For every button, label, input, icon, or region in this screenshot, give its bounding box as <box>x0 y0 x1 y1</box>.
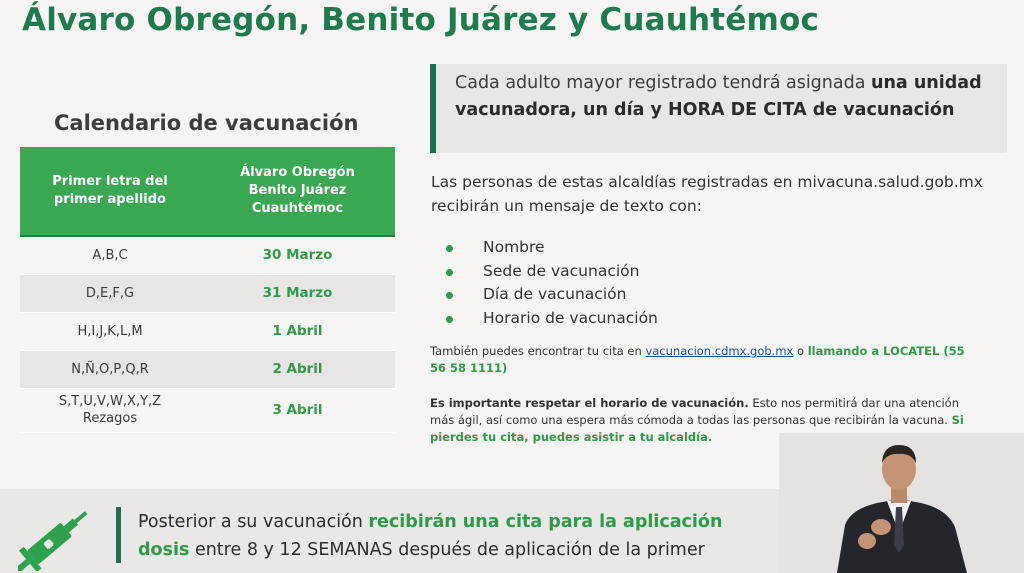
col-header-alcaldias <box>200 147 395 236</box>
list-item <box>446 307 658 331</box>
letters-cell: D,E,F,G <box>20 274 200 312</box>
table-row <box>20 236 395 274</box>
appointment-highlight-box <box>430 64 1007 153</box>
table-row <box>20 312 395 350</box>
syringe-icon <box>18 499 98 571</box>
cita-text: También puedes encontrar tu cita en <box>430 344 646 358</box>
highlight-bold-text: una unidad vacunadora, un día y HORA DE CITA de vacunación <box>455 73 982 120</box>
list-item <box>446 260 658 284</box>
list-item-text: Día de vacunación <box>483 285 627 303</box>
page-title: Álvaro Obregón, Benito Juárez y Cuauhtémoc <box>22 2 820 38</box>
list-item <box>446 236 658 260</box>
vaccination-calendar-table <box>20 147 395 433</box>
cita-mid-text: o <box>793 344 808 358</box>
list-item-text: Sede de vacunación <box>483 261 640 280</box>
second-dose-notice <box>138 508 778 564</box>
interpreter-figure-image <box>779 433 1024 573</box>
col-header-letter <box>20 147 200 236</box>
footer-line1-green: recibirán una cita para la aplicación <box>368 512 723 532</box>
importance-text: Esto nos permitirá dar una atención más ágil, así como una espera más cómoda a todas las personas que recibirán la vacuna. <box>430 396 959 427</box>
bullet-dot-icon <box>446 316 453 323</box>
letters-cell: N,Ñ,O,P,Q,R <box>20 350 200 388</box>
footer-line2-green: dosis <box>138 540 190 560</box>
letters-text: S,T,U,V,W,X,Y,Z <box>58 394 162 409</box>
footer-accent-bar <box>116 507 121 563</box>
find-appointment-paragraph <box>430 343 970 377</box>
date-cell: 30 Marzo <box>200 236 395 274</box>
sign-language-interpreter-video <box>779 433 1024 573</box>
missed-appointment-text: Si pierdes tu cita, puedes asistir a tu alcaldía. <box>430 413 964 444</box>
locatel-text: llamando a LOCATEL (55 56 58 1111) <box>430 344 965 375</box>
letters-text-2: Rezagos <box>82 411 138 426</box>
highlight-text: Cada adulto mayor registrado tendrá asignada <box>455 73 872 93</box>
calendar-heading: Calendario de vacunación <box>54 111 359 135</box>
bullet-dot-icon <box>446 292 453 299</box>
vacunacion-cdmx-link[interactable]: vacunacion.cdmx.gob.mx <box>645 344 794 358</box>
col-header-letter-text: Primer letra del primer apellido <box>52 174 168 207</box>
bullet-dot-icon <box>446 245 453 252</box>
table-row <box>20 388 395 432</box>
message-contents-list <box>446 236 658 330</box>
col-header-alcaldias-text: Álvaro Obregón Benito Juárez Cuauhtémoc <box>240 165 355 216</box>
table-row <box>20 350 395 388</box>
date-cell: 1 Abril <box>200 312 395 350</box>
list-item-text: Nombre <box>483 238 545 256</box>
footer-line2-text: entre 8 y 12 SEMANAS después de aplicación de la primer <box>189 540 705 560</box>
bullet-dot-icon <box>446 269 453 276</box>
footer-line1-text: Posterior a su vacunación <box>138 512 369 532</box>
list-item-text: Horario de vacunación <box>483 308 658 327</box>
intro-paragraph: Las personas de estas alcaldías registradas en mivacuna.salud.gob.mx recibirán un mensaje de texto con: <box>431 173 983 215</box>
date-cell: 31 Marzo <box>200 274 395 312</box>
importance-bold-text: Es importante respetar el horario de vacunación. <box>430 396 749 410</box>
letters-cell: A,B,C <box>20 236 200 274</box>
table-row <box>20 274 395 312</box>
list-item <box>446 283 658 307</box>
date-cell: 2 Abril <box>200 350 395 388</box>
date-cell: 3 Abril <box>200 388 395 432</box>
letters-cell: H,I,J,K,L,M <box>20 312 200 350</box>
letters-cell <box>20 388 200 432</box>
